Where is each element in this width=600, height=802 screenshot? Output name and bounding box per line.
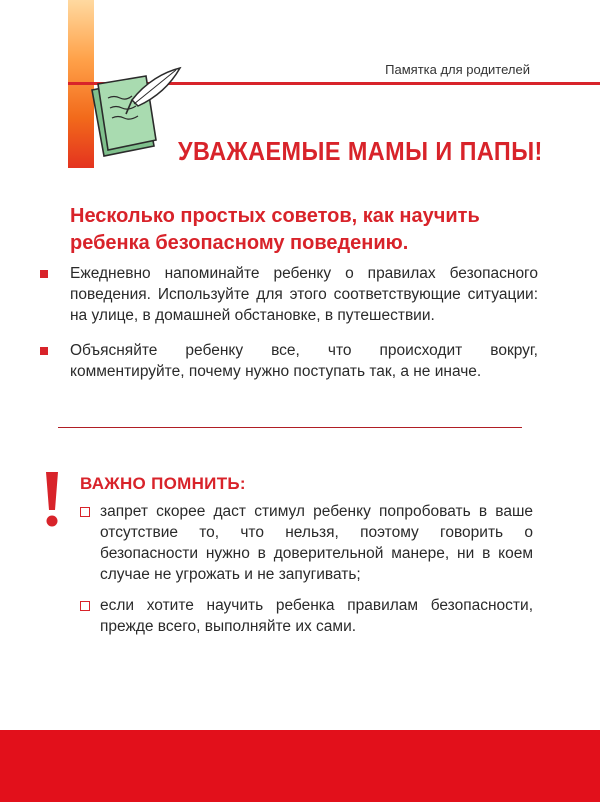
important-list — [78, 501, 533, 647]
tip-text: Объясняйте ребенку все, что происходит вокруг, комментируйте, почему нужно поступать так, а не иначе. — [70, 342, 538, 380]
red-square-bullet-icon — [40, 347, 48, 355]
tips-list — [38, 263, 538, 396]
exclamation-icon — [42, 470, 62, 530]
checkbox-bullet-icon — [80, 601, 90, 611]
notepad-quill-icon — [76, 60, 186, 160]
note-text: запрет скорее даст стимул ребенку попробовать в ваше отсутствие то, что нельзя, поэтому говорить о безопасности нужно в доверительной манере, ни в коем случае не угрожать и не запугивать; — [100, 503, 533, 583]
checkbox-bullet-icon — [80, 507, 90, 517]
main-title: УВАЖАЕМЫЕ МАМЫ И ПАПЫ! — [178, 136, 543, 166]
section-divider — [58, 427, 522, 428]
list-item — [38, 340, 538, 382]
important-heading: ВАЖНО ПОМНИТЬ: — [80, 474, 246, 493]
list-item — [38, 263, 538, 326]
tip-text: Ежедневно напоминайте ребенку о правилах безопасного поведения. Используйте для этого соответствующие ситуации: на улице, в домашней обстановке, в путешествии. — [70, 265, 538, 324]
bottom-red-band — [0, 730, 600, 802]
subtitle: Несколько простых советов, как научить ребенка безопасному поведению. — [70, 205, 480, 254]
list-item — [78, 595, 533, 637]
list-item — [78, 501, 533, 585]
header-label: Памятка для родителей — [385, 62, 530, 77]
red-square-bullet-icon — [40, 270, 48, 278]
note-text: если хотите научить ребенка правилам безопасности, прежде всего, выполняйте их сами. — [100, 597, 533, 635]
